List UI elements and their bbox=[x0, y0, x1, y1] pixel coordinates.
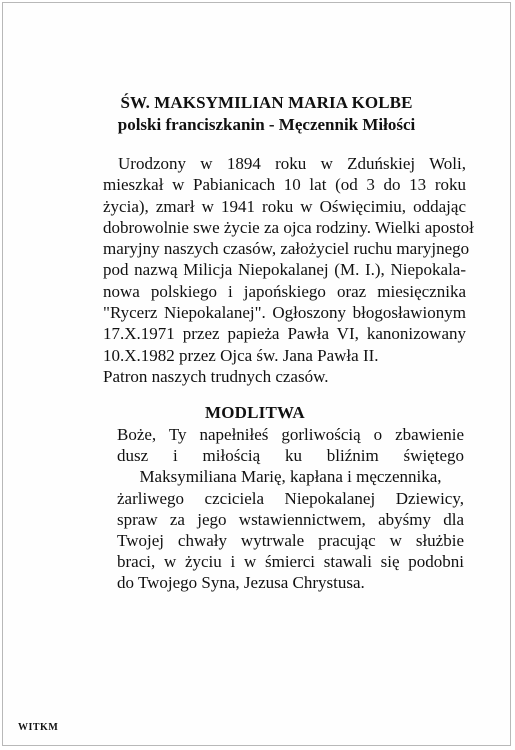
prayer-heading: MODLITWA bbox=[205, 403, 305, 422]
bio-line: "Rycerz Niepokalanej". Ogłoszony błogosławionym bbox=[103, 303, 466, 323]
bio-line: dobrowolnie swe życie za ojca rodziny. Wielki apostoł bbox=[103, 217, 474, 237]
bio-line: życia), zmarł w 1941 roku w Oświęcimiu, oddając bbox=[103, 196, 466, 216]
prayer-line: Boże, Ty napełniłeś gorliwością o zbawienie bbox=[117, 425, 464, 444]
prayer-line: żarliwego czciciela Niepokalanej Dziewicy, bbox=[117, 488, 464, 508]
bio-line: nowa polskiego i japońskiego oraz miesięcznika bbox=[103, 281, 466, 301]
bio-line: Urodzony w 1894 roku w Zduńskiej Woli, bbox=[118, 154, 466, 173]
prayer-text bbox=[117, 424, 464, 594]
bio-line: Patron naszych trudnych czasów. bbox=[103, 366, 329, 386]
biography-paragraph bbox=[103, 153, 474, 387]
bio-line: 10.X.1982 przez Ojca św. Jana Pawła II. bbox=[103, 345, 379, 365]
bio-line: pod nazwą Milicja Niepokalanej (M. I.), Niepokala- bbox=[103, 260, 466, 280]
prayer-line: Maksymiliana Marię, kapłana i męczennika, bbox=[139, 467, 442, 487]
prayer-line: spraw za jego wstawiennictwem, abyśmy dla bbox=[117, 509, 464, 529]
prayer-line: Twojej chwały wytrwale pracując w służbie bbox=[117, 531, 464, 551]
card-subtitle: polski franciszkanin - Męczennik Miłości bbox=[117, 115, 416, 134]
bio-line: maryjny naszych czasów, założyciel ruchu maryjnego bbox=[103, 239, 470, 259]
card-title: ŚW. MAKSYMILIAN MARIA KOLBE bbox=[120, 93, 413, 112]
prayer-line: braci, w życiu i w śmierci stawali się podobni bbox=[117, 552, 464, 572]
prayer-line: do Twojego Syna, Jezusa Chrystusa. bbox=[117, 573, 365, 593]
prayer-line: dusz i miłością ku bliźnim świętego bbox=[117, 446, 464, 466]
publisher-mark: WITKM bbox=[18, 722, 59, 733]
bio-line: mieszkał w Pabianicach 10 lat (od 3 do 13 roku bbox=[103, 175, 466, 195]
bio-line: 17.X.1971 przez papieża Pawła VI, kanonizowany bbox=[103, 324, 466, 344]
